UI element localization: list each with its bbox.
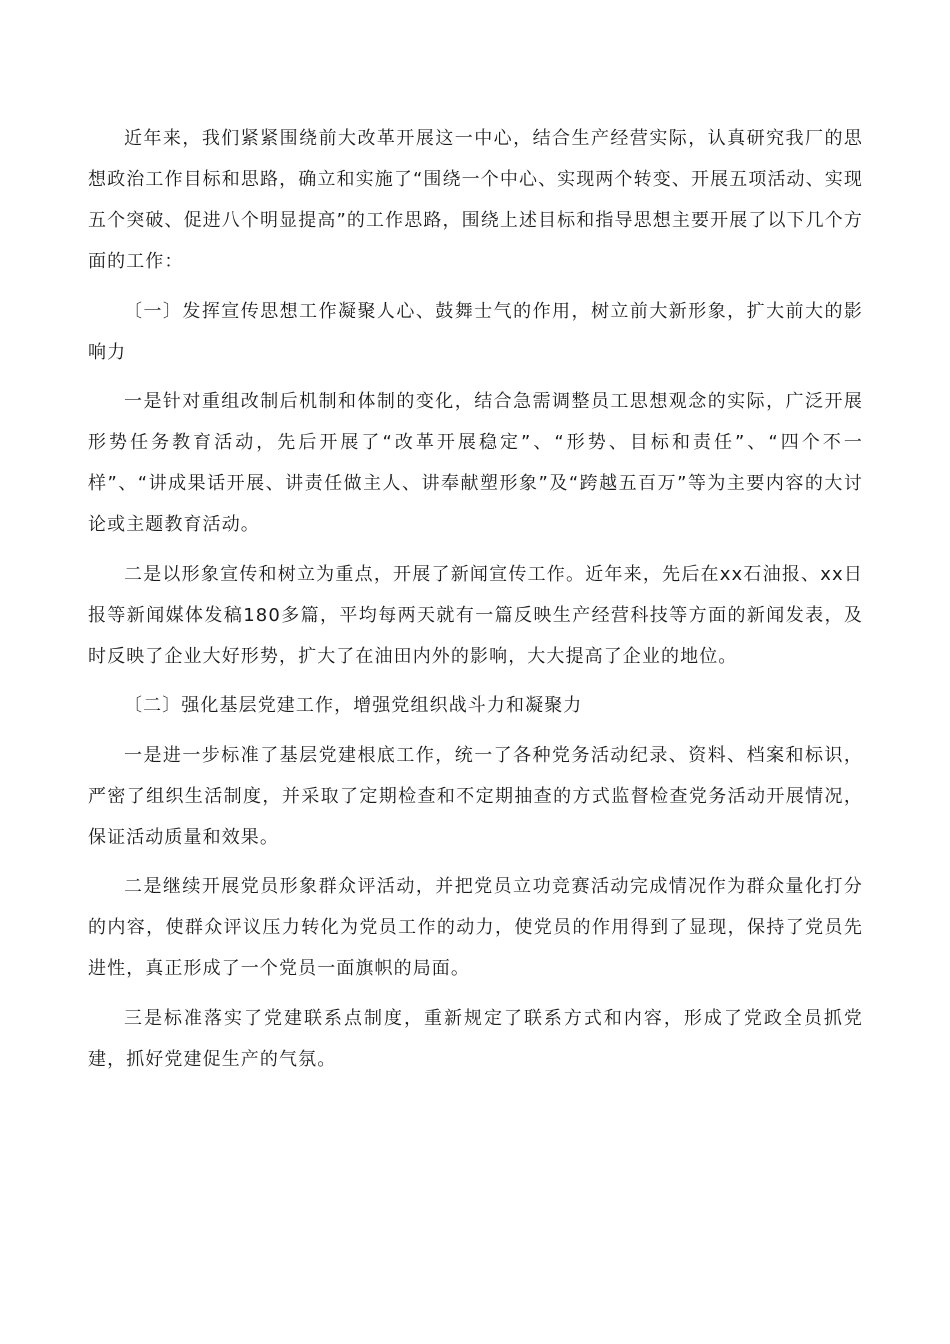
document-page	[88, 118, 863, 1088]
paragraph-2-2: 二是继续开展党员形象群众评活动，并把党员立功竞赛活动完成情况作为群众量化打分的内容，使群众评议压力转化为党员工作的动力，使党员的作用得到了显现，保持了党员先进性，真正形成了一个党员一面旗帜的局面。	[88, 876, 863, 979]
paragraph-2-3: 三是标准落实了党建联系点制度，重新规定了联系方式和内容，形成了党政全员抓党建，抓好党建促生产的气氛。	[88, 1007, 863, 1070]
paragraph-1-2: 二是以形象宣传和树立为重点，开展了新闻宣传工作。近年来，先后在xx石油报、xx日报等新闻媒体发稿180多篇，平均每两天就有一篇反映生产经营科技等方面的新闻发表，及时反映了企业大好形势，扩大了在油田内外的影响，大大提高了企业的地位。	[88, 563, 863, 667]
section-heading-2: 〔二〕强化基层党建工作，增强党组织战斗力和凝聚力	[124, 695, 583, 716]
paragraph-1-1: 一是针对重组改制后机制和体制的变化，结合急需调整员工思想观念的实际，广泛开展形势任务教育活动，先后开展了“改革开展稳定”、“形势、目标和责任”、“四个不一样”、“讲成果话开展、讲责任做主人、讲奉献塑形象”及“跨越五百万”等为主要内容的大讨论或主题教育活动。	[88, 391, 863, 535]
section-heading-1: 〔一〕发挥宣传思想工作凝聚人心、鼓舞士气的作用，树立前大新形象，扩大前大的影响力	[88, 300, 863, 363]
paragraph-intro: 近年来，我们紧紧围绕前大改革开展这一中心，结合生产经营实际，认真研究我厂的思想政治工作目标和思路，确立和实施了“围绕一个中心、实现两个转变、开展五项活动、实现五个突破、促进八个明显提高”的工作思路，围绕上述目标和指导思想主要开展了以下几个方面的工作：	[88, 128, 863, 272]
paragraph-2-1: 一是进一步标准了基层党建根底工作，统一了各种党务活动纪录、资料、档案和标识，严密了组织生活制度，并采取了定期检查和不定期抽查的方式监督检查党务活动开展情况，保证活动质量和效果。	[88, 744, 863, 848]
